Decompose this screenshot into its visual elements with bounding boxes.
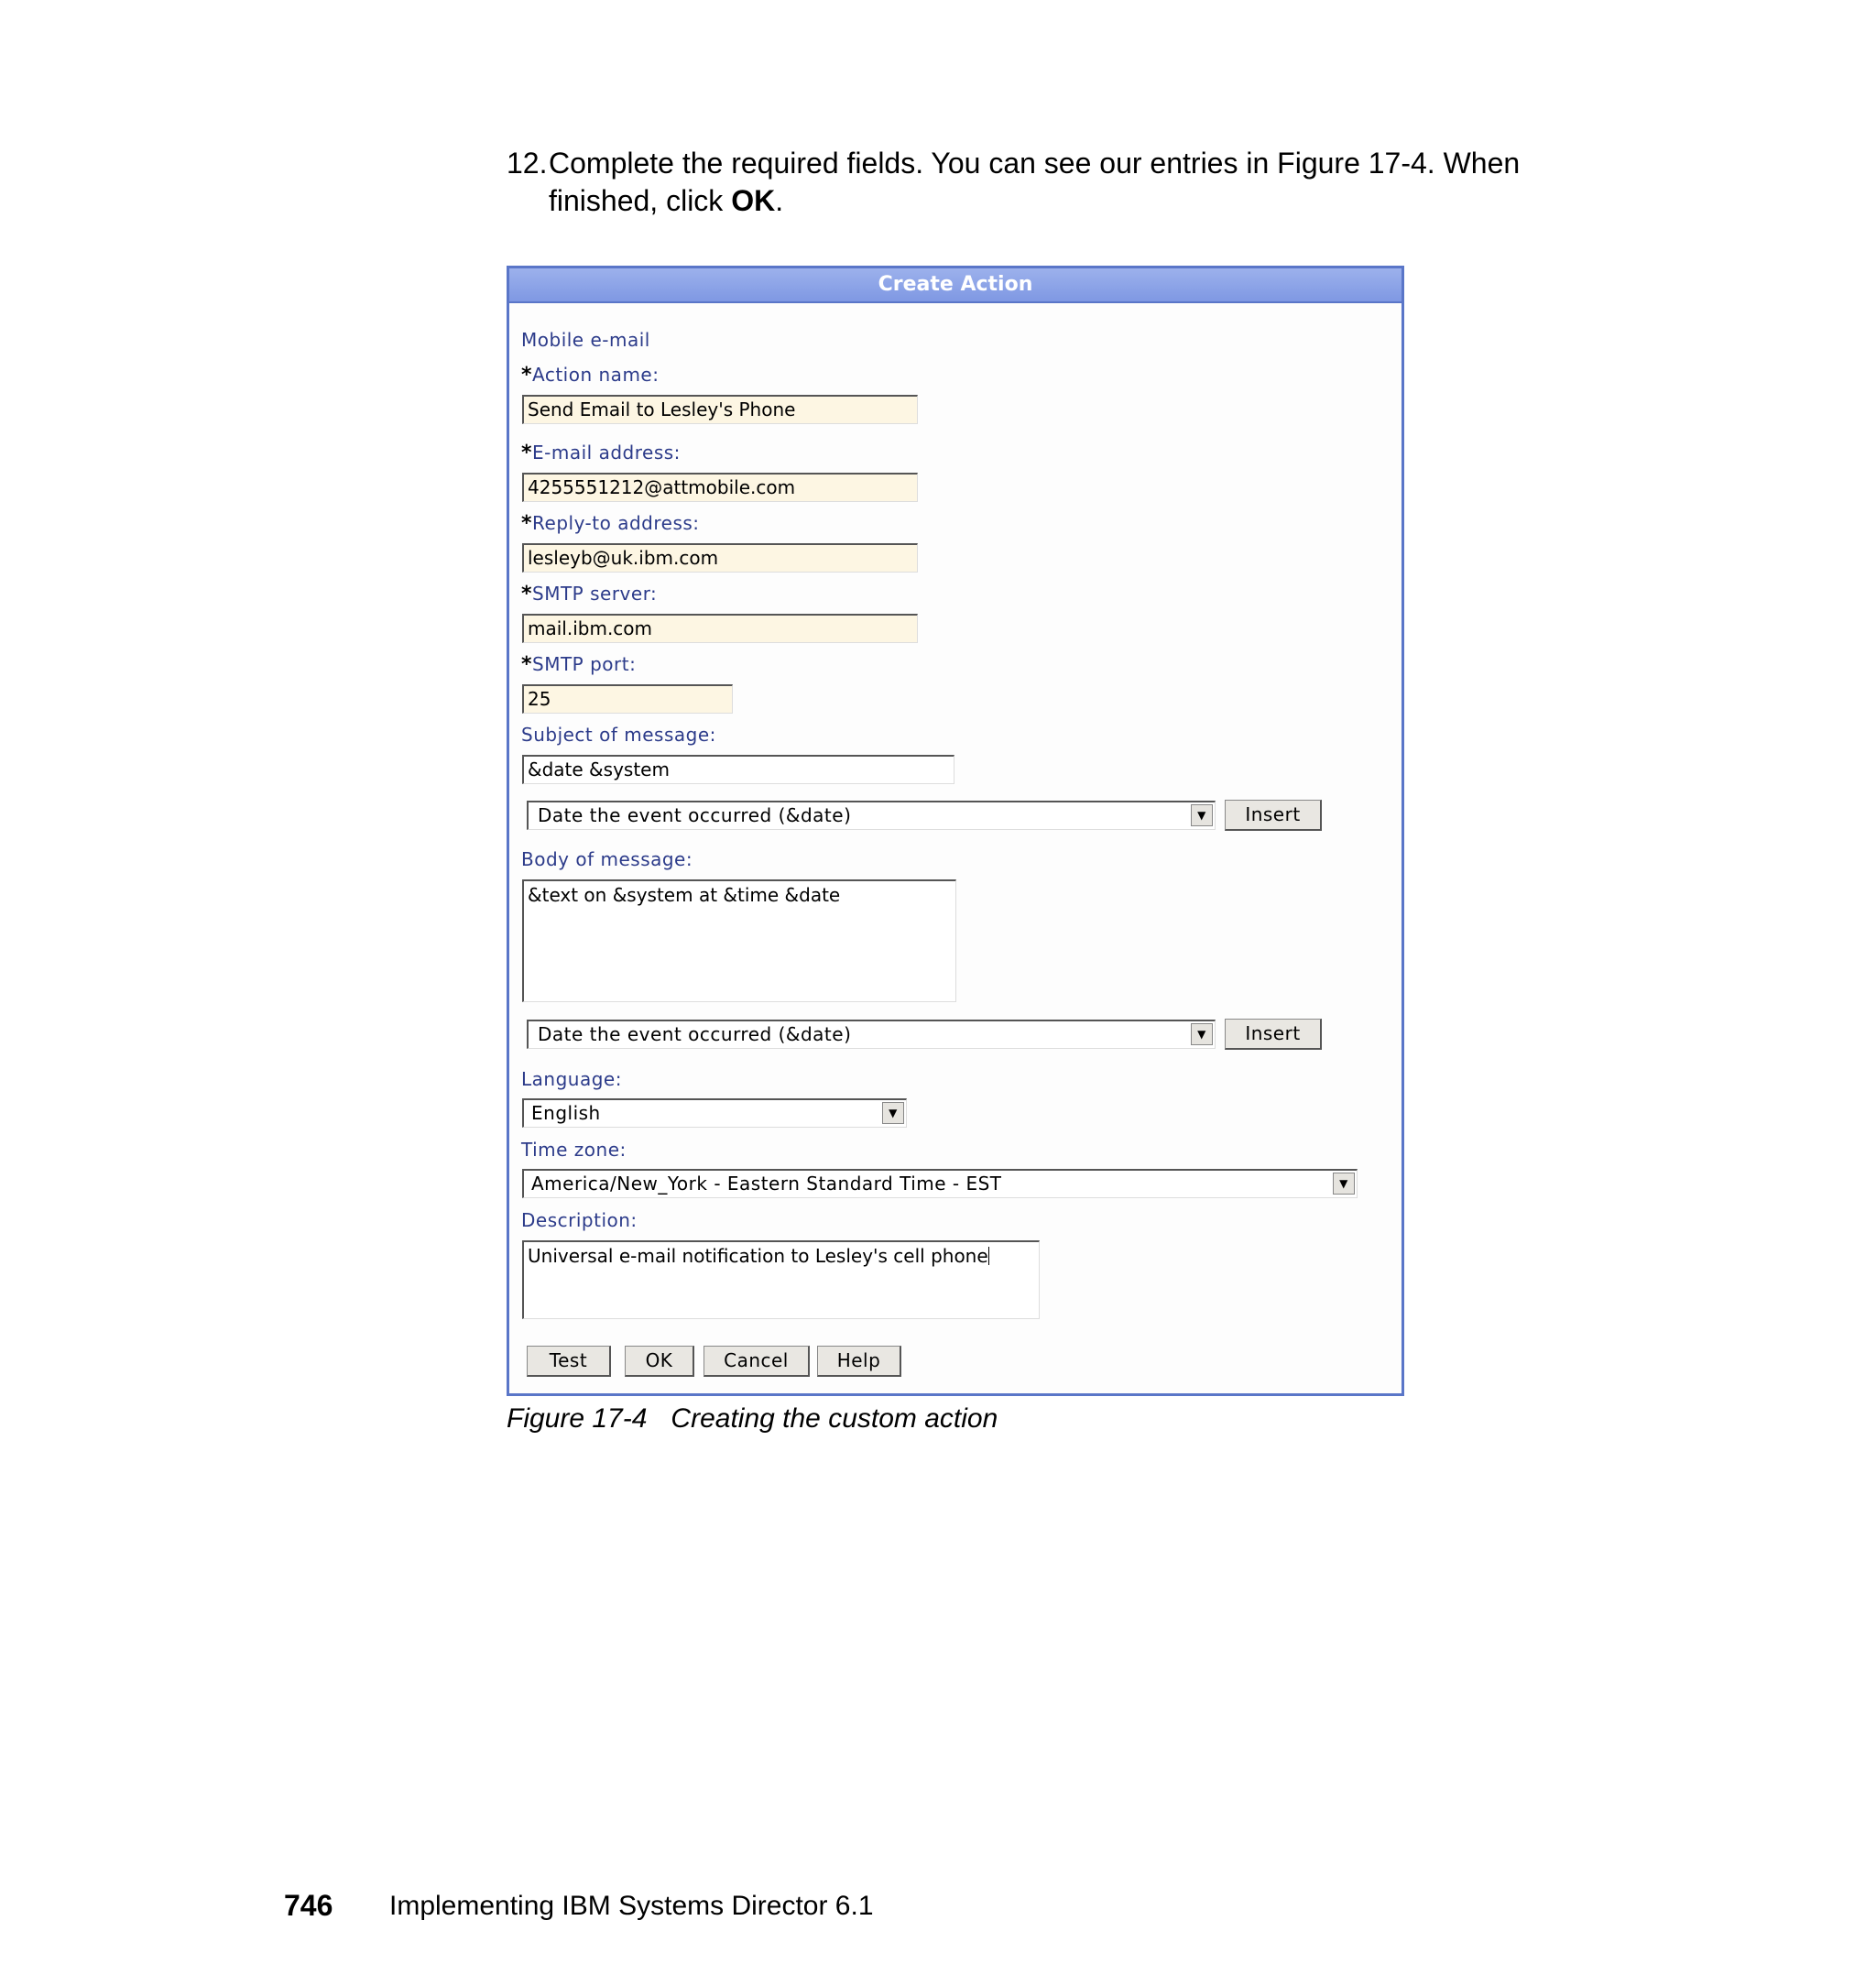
reply-to-label: *Reply-to address: (521, 512, 700, 535)
text-caret (988, 1247, 989, 1265)
timezone-value: America/New_York - Eastern Standard Time - EST (531, 1173, 1002, 1195)
figure-caption (507, 1403, 998, 1435)
timezone-label: Time zone: (521, 1139, 627, 1161)
help-button[interactable]: Help (817, 1346, 901, 1377)
smtp-server-input[interactable]: mail.ibm.com (522, 614, 918, 643)
language-label: Language: (521, 1068, 622, 1090)
create-action-dialog (507, 266, 1404, 1396)
language-select[interactable] (522, 1098, 907, 1128)
required-marker: * (521, 583, 533, 606)
step-instruction (507, 145, 1606, 220)
required-marker: * (521, 512, 533, 535)
reply-to-input[interactable]: lesleyb@uk.ibm.com (522, 543, 918, 573)
body-insert-button[interactable]: Insert (1225, 1019, 1322, 1050)
section-label: Mobile e-mail (521, 329, 650, 351)
book-title: Implementing IBM Systems Director 6.1 (389, 1891, 874, 1921)
chevron-down-icon[interactable]: ▼ (1191, 1023, 1213, 1045)
body-label: Body of message: (521, 848, 693, 870)
page-number: 746 (284, 1889, 333, 1922)
subject-variable-select[interactable] (527, 801, 1216, 830)
description-label: Description: (521, 1209, 638, 1231)
subject-insert-button[interactable]: Insert (1225, 800, 1322, 831)
description-textarea[interactable] (522, 1240, 1040, 1319)
chevron-down-icon[interactable]: ▼ (882, 1102, 904, 1124)
action-name-label: *Action name: (521, 364, 660, 387)
chevron-down-icon[interactable]: ▼ (1191, 804, 1213, 826)
body-variable-select[interactable] (527, 1020, 1216, 1049)
step-text-after: . (775, 184, 784, 217)
subject-input[interactable]: &date &system (522, 755, 954, 784)
body-variable-value: Date the event occurred (&date) (538, 1023, 852, 1045)
action-name-input[interactable]: Send Email to Lesley's Phone (522, 395, 918, 424)
dialog-title: Create Action (509, 268, 1402, 303)
language-value: English (531, 1102, 601, 1124)
chevron-down-icon[interactable]: ▼ (1333, 1173, 1355, 1195)
email-address-input[interactable]: 4255551212@attmobile.com (522, 473, 918, 502)
ok-button[interactable]: OK (625, 1346, 694, 1377)
timezone-select[interactable] (522, 1169, 1358, 1198)
required-marker: * (521, 442, 533, 464)
subject-label: Subject of message: (521, 724, 716, 746)
required-marker: * (521, 653, 533, 676)
description-text: Universal e-mail notification to Lesley's cell phone (528, 1245, 988, 1267)
smtp-server-label: *SMTP server: (521, 583, 658, 606)
subject-variable-value: Date the event occurred (&date) (538, 804, 852, 826)
body-textarea[interactable]: &text on &system at &time &date (522, 879, 956, 1002)
step-text-before: Complete the required fields. You can see our entries in Figure 17-4. When finished, click (549, 147, 1521, 217)
figure-caption-text: Creating the custom action (671, 1403, 998, 1434)
cancel-button[interactable]: Cancel (704, 1346, 810, 1377)
step-text (549, 145, 1606, 220)
email-address-label: *E-mail address: (521, 442, 681, 464)
step-number: 12. (507, 147, 548, 180)
test-button[interactable]: Test (527, 1346, 611, 1377)
smtp-port-input[interactable]: 25 (522, 684, 733, 714)
required-marker: * (521, 364, 533, 387)
figure-number: Figure 17-4 (507, 1403, 648, 1434)
step-bold-ok: OK (731, 184, 776, 217)
smtp-port-label: *SMTP port: (521, 653, 637, 676)
